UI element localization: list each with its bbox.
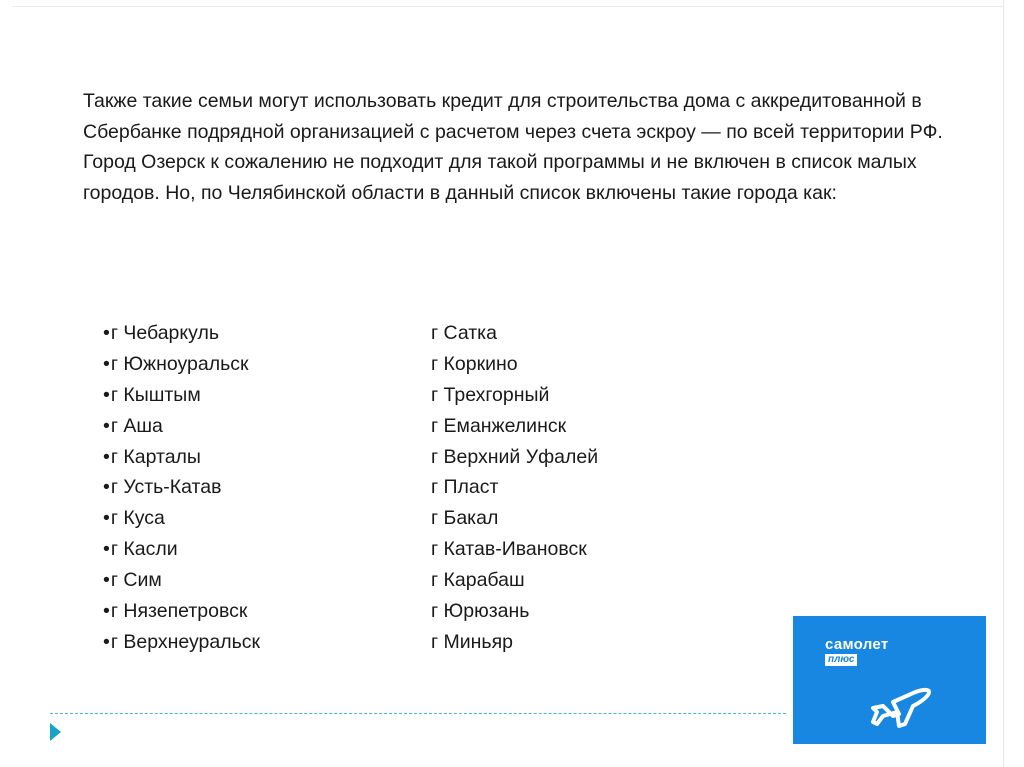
intro-paragraph: Также такие семьи могут использовать кредит для строительства дома с аккредитованной в Сбербанке подрядной организацией с расчетом через счета эскроу — по всей территории РФ. Город Озерск к сожалению не подходит для такой программы и не включен в список малых городов. Но, по Челябинской области в данный список включены такие города как: — [83, 90, 943, 204]
logo-word: самолет — [825, 636, 889, 653]
city-right: г Катав-Ивановск — [431, 538, 587, 561]
slide-right-border — [1003, 0, 1004, 767]
city-right: г Еманжелинск — [431, 414, 567, 437]
city-left: •г Южноуральск — [103, 352, 249, 375]
city-left: •г Чебаркуль — [103, 322, 220, 344]
triangle-arrow-icon — [50, 723, 61, 741]
city-right: г Верхний Уфалей — [431, 445, 599, 468]
city-right: г Бакал — [431, 507, 499, 530]
city-right: г Коркино — [431, 352, 518, 375]
city-row — [103, 534, 703, 565]
samolet-plus-logo — [793, 616, 986, 744]
city-left: •г Аша — [103, 414, 163, 437]
city-right: г Сатка — [431, 322, 497, 344]
city-row — [103, 442, 703, 473]
city-right: г Пласт — [431, 476, 499, 499]
dashed-divider — [50, 713, 786, 714]
city-right: г Миньяр — [431, 630, 513, 653]
slide-top-border — [12, 6, 1004, 7]
city-left: •г Карталы — [103, 445, 201, 468]
city-row — [103, 596, 703, 627]
city-right: г Юрюзань — [431, 600, 530, 623]
airplane-icon — [867, 680, 935, 730]
city-row — [103, 503, 703, 534]
city-left: •г Сим — [103, 569, 162, 592]
city-row — [103, 472, 703, 503]
city-row — [103, 565, 703, 596]
city-row — [103, 627, 703, 658]
city-left: •г Нязепетровск — [103, 600, 248, 623]
logo-sub: плюс — [825, 654, 857, 666]
city-row — [103, 411, 703, 442]
city-row — [103, 318, 703, 349]
city-left: •г Усть-Катав — [103, 476, 222, 499]
city-list — [103, 318, 703, 658]
city-right: г Трехгорный — [431, 383, 550, 406]
city-left: •г Куса — [103, 507, 165, 530]
city-left: •г Касли — [103, 538, 178, 561]
city-right: г Карабаш — [431, 569, 525, 592]
city-left: •г Кыштым — [103, 383, 201, 406]
city-row — [103, 380, 703, 411]
city-row — [103, 349, 703, 380]
city-left: •г Верхнеуральск — [103, 630, 261, 653]
